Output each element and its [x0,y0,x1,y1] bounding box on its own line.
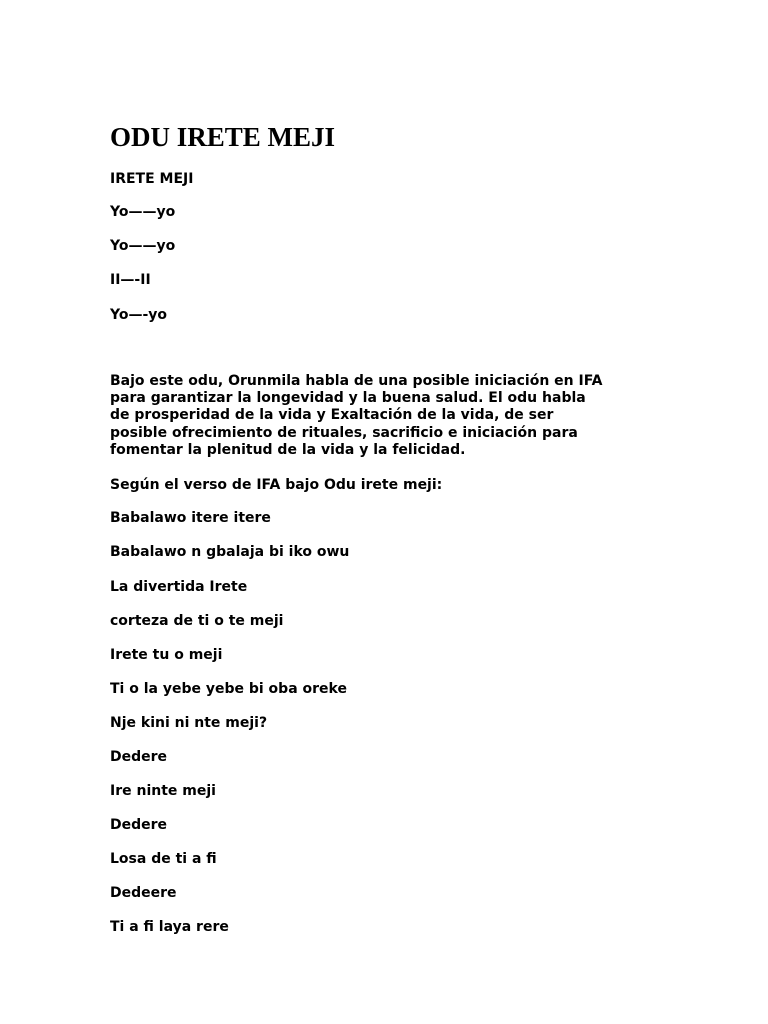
sign-line-2: Yo——yo [110,238,176,254]
intro-line: para garantizar la longevidad y la buena salud. El odu habla [110,390,586,407]
verse-line: Irete tu o meji [110,647,223,663]
verse-line: Babalawo n gbalaja bi iko owu [110,544,350,560]
subtitle: IRETE MEJI [110,171,194,187]
intro-line: de prosperidad de la vida y Exaltación de la vida, de ser [110,407,554,424]
verse-line: corteza de ti o te meji [110,613,284,629]
verse-intro: Según el verso de IFA bajo Odu irete meji: [110,477,443,493]
verse-line: Ti a fi laya rere [110,919,229,935]
intro-line: posible ofrecimiento de rituales, sacrificio e iniciación para [110,424,578,441]
verse-line: Ire ninte meji [110,783,216,799]
verse-line: Dedere [110,817,168,833]
verse-line: Nje kini ni nte meji? [110,715,268,731]
verse-line: Ti o la yebe yebe bi oba oreke [110,681,347,697]
document-title: ODU IRETE MEJI [110,122,336,152]
intro-line: fomentar la plenitud de la vida y la felicidad. [110,441,466,458]
sign-line-1: Yo——yo [110,204,176,220]
verse-line: Dedeere [110,885,177,901]
verse-line: Dedere [110,749,168,765]
intro-paragraph [110,373,670,459]
verse-line: Babalawo itere itere [110,510,271,526]
sign-line-4: Yo—-yo [110,307,168,323]
verse-line: La divertida Irete [110,579,248,595]
verse-line: Losa de ti a fi [110,851,217,867]
sign-line-3: II—-II [110,272,151,288]
intro-line: Bajo este odu, Orunmila habla de una posible iniciación en IFA [110,373,603,389]
